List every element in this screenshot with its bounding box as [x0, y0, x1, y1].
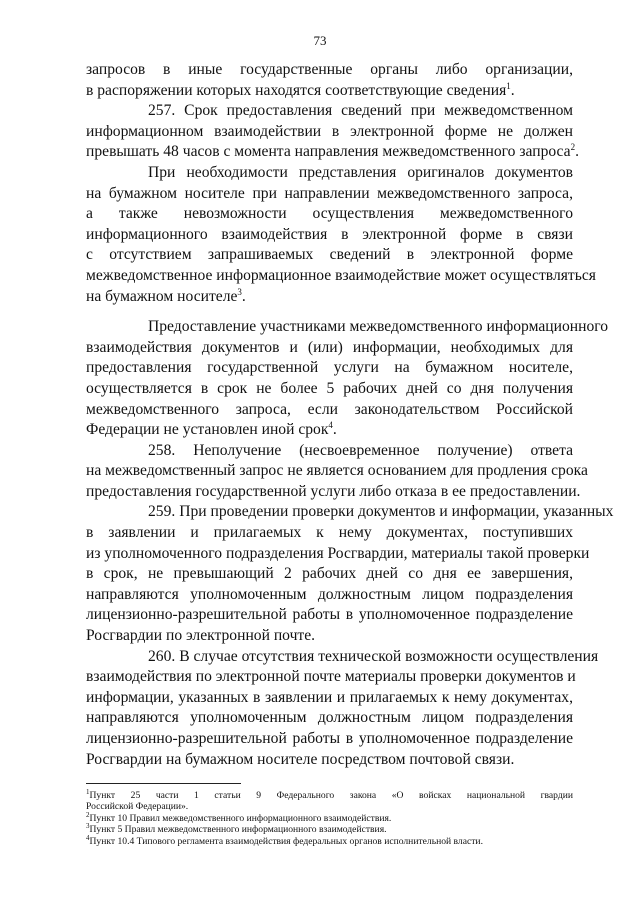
text-line-content: направляются уполномоченным должностным лицом подразделения: [86, 585, 573, 603]
text-line-content: Предоставление участниками межведомственного информационного: [148, 318, 609, 336]
text-line: [86, 544, 590, 565]
text-line: [86, 667, 576, 688]
text-line: [86, 441, 573, 462]
text-line-tail: .: [241, 287, 246, 305]
footnote-text: Пункт 10.4 Типового регламента взаимодействия федеральных органов исполнительной власти.: [89, 835, 483, 847]
footnote-separator: [86, 783, 241, 784]
text-line-content: превышать 48 часов с момента направления межведомственного запроса: [86, 143, 571, 161]
text-line: [86, 647, 599, 668]
text-line: [86, 101, 573, 122]
text-line: [86, 750, 573, 771]
text-line-content: 258. Неполучение (несвоевременное получение) ответа: [148, 441, 573, 459]
text-line-content: информационного взаимодействия в электронной форме в связи: [86, 225, 573, 243]
text-line: [86, 142, 579, 163]
text-line-content: 257. Срок предоставления сведений при межведомственном: [148, 102, 573, 120]
text-line: [86, 482, 581, 503]
paragraph-gap: [86, 307, 573, 317]
text-line: [86, 502, 614, 523]
text-line: [86, 688, 573, 709]
text-line-content: Росгвардии на бумажном носителе посредством почтовой связи.: [86, 750, 515, 768]
footnote-number: 2: [86, 810, 90, 819]
text-line: [86, 729, 573, 750]
text-line-content: на бумажном носителе при направлении межведомственного запроса,: [86, 184, 573, 202]
footnote-line: [86, 787, 573, 801]
text-line: [86, 400, 573, 421]
text-line: [86, 379, 573, 400]
text-line: [86, 523, 573, 544]
text-line-content: 260. В случае отсутствия технической возможности осуществления: [148, 647, 599, 665]
text-line-content: информационном взаимодействии в электронной форме не должен: [86, 122, 573, 140]
footnote-reference: 4: [328, 419, 333, 430]
text-line: [86, 564, 573, 585]
footnote-text: Пункт 25 части 1 статьи 9 Федерального закона «О войсках национальной гвардии: [89, 790, 573, 801]
body-text: [86, 60, 614, 770]
text-line-content: информации, указанных в заявлении и прилагаемых к нему документах,: [86, 688, 573, 706]
footnote-line: [86, 810, 573, 824]
text-line: [86, 358, 573, 379]
text-line: [86, 81, 573, 102]
footnote-line: [86, 824, 573, 835]
text-line-content: лицензионно-разрешительной работы в уполномоченное подразделение: [86, 606, 573, 624]
footnote-reference: 2: [570, 142, 576, 153]
text-line-content: взаимодействия по электронной почте материалы проверки документов и: [86, 668, 576, 686]
text-line-content: предоставления государственной услуги либо отказа в ее предоставлении.: [86, 482, 581, 500]
text-line-content: межведомственное информационное взаимодействие может осуществляться: [86, 266, 596, 284]
footnote-reference: 3: [237, 286, 242, 297]
text-line-content: 259. При проведении проверки документов и информации, указанных: [148, 503, 614, 521]
footnote-number: 4: [86, 833, 90, 842]
text-line: [86, 287, 573, 308]
text-line-content: в заявлении и прилагаемых к нему документах, поступивших: [86, 524, 573, 542]
text-line: [86, 317, 609, 338]
footnote-line: [86, 801, 573, 812]
text-line-content: осуществляется в срок не более 5 рабочих дней со дня получения: [86, 379, 573, 397]
text-line: [86, 266, 596, 287]
footnote-text: Пункт 10 Правил межведомственного информационного взаимодействия.: [89, 812, 392, 824]
text-line: [86, 245, 573, 266]
text-line: [86, 461, 588, 482]
text-line: [86, 605, 573, 626]
text-line: [86, 420, 573, 441]
footnote-text: Пункт 5 Правил межведомственного информационного взаимодействия.: [89, 824, 387, 836]
text-line-content: в срок, не превышающий 2 рабочих дней со дня ее завершения,: [86, 565, 573, 583]
text-line-content: запросов в иные государственные органы либо организации,: [86, 61, 573, 78]
footnote-number: 3: [86, 822, 90, 831]
footnote-line: [86, 833, 573, 847]
text-line-content: направляются уполномоченным должностным лицом подразделения: [86, 709, 573, 727]
text-line-content: межведомственного запроса, если законодательством Российской: [86, 400, 573, 418]
text-line: [86, 122, 573, 143]
text-line-content: предоставления государственной услуги на бумажном носителе,: [86, 359, 573, 377]
text-line-content: Росгвардии по электронной почте.: [86, 627, 316, 645]
text-line: [86, 225, 573, 246]
text-line-tail: .: [332, 421, 337, 439]
text-line-content: из уполномоченного подразделения Росгвардии, материалы такой проверки: [86, 544, 590, 562]
text-line: [86, 708, 573, 729]
text-line-content: на бумажном носителе: [86, 287, 238, 305]
text-line-content: При необходимости представления оригиналов документов: [148, 163, 573, 181]
text-line: [86, 585, 573, 606]
text-line-tail: .: [510, 81, 515, 99]
text-line-content: взаимодействия документов и (или) информации, необходимых для: [86, 338, 573, 356]
text-line: [86, 204, 573, 225]
page-number: 73: [313, 33, 327, 48]
footnote-reference: 1: [506, 80, 511, 91]
text-line: [86, 60, 573, 81]
text-line: [86, 338, 573, 359]
text-line: [86, 184, 573, 205]
text-line-content: в распоряжении которых находятся соответствующие сведения: [86, 81, 507, 99]
footnotes: [86, 787, 573, 847]
footnote-number: 1: [86, 787, 90, 796]
text-line: [86, 163, 573, 184]
text-line-content: лицензионно-разрешительной работы в уполномоченное подразделение: [86, 730, 573, 747]
text-line-content: с отсутствием запрашиваемых сведений в электронной форме: [86, 246, 573, 264]
text-line-tail: .: [575, 143, 579, 161]
text-line-content: Федерации не установлен иной срок: [86, 421, 329, 439]
text-line-content: а также невозможности осуществления межведомственного: [86, 205, 573, 223]
footnote-text: Российской Федерации».: [86, 801, 189, 813]
text-line: [86, 626, 573, 647]
text-line-content: на межведомственный запрос не является основанием для продления срока: [86, 462, 588, 480]
